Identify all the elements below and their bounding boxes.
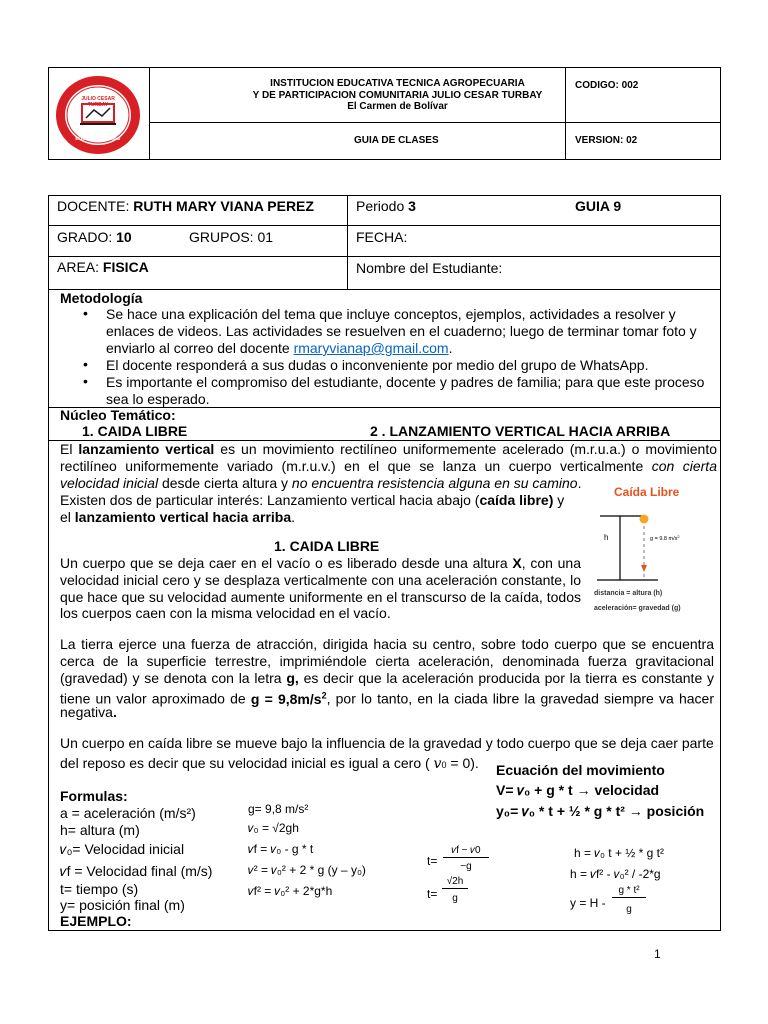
ecuacion-title: Ecuación del movimiento [496,762,665,778]
def-velocidad-inicial: 𝑣₀= Velocidad inicial [60,841,185,857]
metodologia-b1-l2: enlaces de videos. Las actividades se resuelven en el cuaderno; luego de terminar tomar foto y [106,323,697,339]
metodologia-b3-l1: Es importante el compromiso del estudiante, docente y padres de familia; para que este proceso [106,374,705,390]
nucleo-item-2: 2 . LANZAMIENTO VERTICAL HACIA ARRIBA [370,423,671,439]
logo-text: I.E.T.C. [89,88,107,94]
intro-l5: el lanzamiento vertical hacia arriba. [60,509,296,525]
intro-l3: velocidad inicial desde cierta altura y no encuentra resistencia alguna en su camino. [60,475,582,491]
eq-y-num: g * t² [612,885,646,898]
eq-y-den: g [626,904,632,915]
docente: DOCENTE: RUTH MARY VIANA PEREZ [57,198,314,214]
figure-title: Caída Libre [614,485,680,499]
figure-caption-1: distancia = altura (h) [594,590,663,597]
bullet-3: • [83,373,88,389]
metodologia-b1-l3: enviarlo al correo del docente rmaryvianap@gmail.com. [106,340,453,356]
caida-p2-l5: negativa. [60,704,117,720]
def-altura: h= altura (m) [60,822,140,838]
institution-name: INSTITUCION EDUCATIVA TECNICA AGROPECUARIA Y DE PARTICIPACION COMUNITARIA JULIO CESAR TURBAY El Carmen de Bolívar [252,78,543,112]
eq-y-prefix: y = H - [570,896,606,910]
caida-heading: 1. CAIDA LIBRE [274,538,380,554]
eq-h-2: h = 𝑣f² - 𝑣₀² / -2*g [570,867,661,881]
guia-clases: GUIA DE CLASES [354,135,439,146]
grado: GRADO: 10 [57,229,132,245]
def-posicion: y= posición final (m) [60,897,185,913]
info-table [48,195,721,290]
metodologia-b1-l1: Se hace una explicación del tema que incluye conceptos, ejemplos, actividades a resolver y [106,306,676,322]
fecha-field: FECHA: [356,229,408,245]
caida-p2-l1: La tierra ejerce una fuerza de atracción, dirigida hacia su centro, sobre todo cuerpo que se encuentra [60,636,714,652]
def-velocidad-final: 𝑣f = Velocidad final (m/s) [60,863,213,879]
caida-p1-l3: que hace que su velocidad aumente uniformente en el transcurso de la caída, todos [60,589,581,605]
intro-l4: Existen dos de particular interés: Lanzamiento vertical hacia abajo (caída libre) y [60,492,565,508]
t-eq-2-num: √2h [442,876,468,889]
def-aceleracion: a = aceleración (m/s²) [60,805,196,821]
header-table [48,67,721,160]
page-number: 1 [654,947,661,961]
periodo: Periodo 3 [356,198,416,214]
email-link[interactable]: rmaryvianap@gmail.com [293,340,449,356]
codigo: CODIGO: 002 [575,80,639,91]
t-eq-1-prefix: t= [427,854,438,868]
down-arrow-icon [641,565,647,572]
intro-l2: rectilíneo uniformemente variado (m.r.u.v.) en el que se lanza un cuerpo verticalmente con cierta [60,458,717,474]
metodologia-title: Metodología [60,290,143,306]
caida-p2-l2: cerca de la superficie terrestre, imprimiéndole cierta aceleración, denominada fuerza gravitacional [60,653,714,669]
caida-p1-l4: los cuerpos caen con la misma velocidad en el vacío. [60,605,391,621]
ejemplo-label: EJEMPLO: [60,913,132,929]
falling-ball-icon [640,515,649,524]
nucleo-item-1: 1. CAIDA LIBRE [82,423,188,439]
eq-v2: 𝑣² = 𝑣₀² + 2 * g (y – y₀) [248,863,366,877]
t-eq-1-num: 𝑣f − 𝑣0 [443,845,489,858]
caida-libre-figure [592,480,716,618]
area: AREA: FISICA [57,259,149,275]
grupos: GRUPOS: 01 [189,229,274,245]
eq-v0: 𝑣₀ = √2gh [248,821,299,835]
caida-p1-l2: velocidad inicial cero y se desplaza verticalmente con una aceleración constante, lo [60,572,581,588]
version: VERSION: 02 [575,135,638,146]
eq-vf: 𝑣f = 𝑣₀ - g * t [248,842,314,856]
t-eq-2-den: g [452,893,458,904]
formulas-title: Formulas: [60,788,128,804]
def-tiempo: t= tiempo (s) [60,881,139,897]
ecuacion-posicion: y₀= 𝑣₀ * t + ½ * g * t² → posición [496,803,705,819]
metodologia-b2: El docente responderá a sus dudas o inconveniente por medio del grupo de WhatsApp. [106,357,649,373]
eq-h-1: h = 𝑣₀ t + ½ * g t² [574,846,664,860]
bullet-2: • [83,356,88,372]
logo-city: El Carmen de Bolivar [75,136,121,141]
caida-p2-l3: (gravedad) y se denota con la letra g, es decir que la aceleración producida por la tierra es constante y [60,670,714,686]
eq-vf2: 𝑣f² = 𝑣₀² + 2*g*h [248,884,333,898]
figure-caption-2: aceleración= gravedad (g) [594,605,681,612]
metodologia-b3-l2: sea lo esperado. [106,391,210,407]
logo-school-name: JULIO CESAR TURBAY [81,96,115,108]
caida-p3-l2: del reposo es decir que su velocidad inicial es igual a cero ( 𝑣0 = 0). [60,755,479,772]
guia-number: GUIA 9 [575,198,622,214]
ecuacion-velocidad: V= 𝑣₀ + g * t → velocidad [496,782,660,798]
bullet-1: • [83,305,88,321]
t-eq-2-prefix: t= [427,887,438,901]
t-eq-1-den: −g [460,861,472,872]
intro-l1: El lanzamiento vertical es un movimiento rectilíneo uniformemente acelerado (m.r.u.a.) o movimiento [60,441,717,457]
figure-h-label: h [604,533,609,542]
nucleo-title: Núcleo Temático: [60,407,176,423]
student-name-field: Nombre del Estudiante: [356,260,503,276]
caida-p1-l1: Un cuerpo que se deja caer en el vacío o es liberado desde una altura X, con una [60,555,581,571]
figure-g-label: g = 9.8 $m/s^2$ [650,534,680,542]
caida-p2-l4: tiene un valor aproximado de $g = 9,8m/s^2$, por lo tanto, en la ciada libre la gravedad siempre va hacer [60,690,715,707]
school-logo [54,74,142,156]
eq-gravedad: g= 9,8 m/s² [248,802,309,816]
caida-p3-l1: Un cuerpo en caída libre se mueve bajo la influencia de la gravedad y todo cuerpo que se deja caer parte [60,735,714,751]
